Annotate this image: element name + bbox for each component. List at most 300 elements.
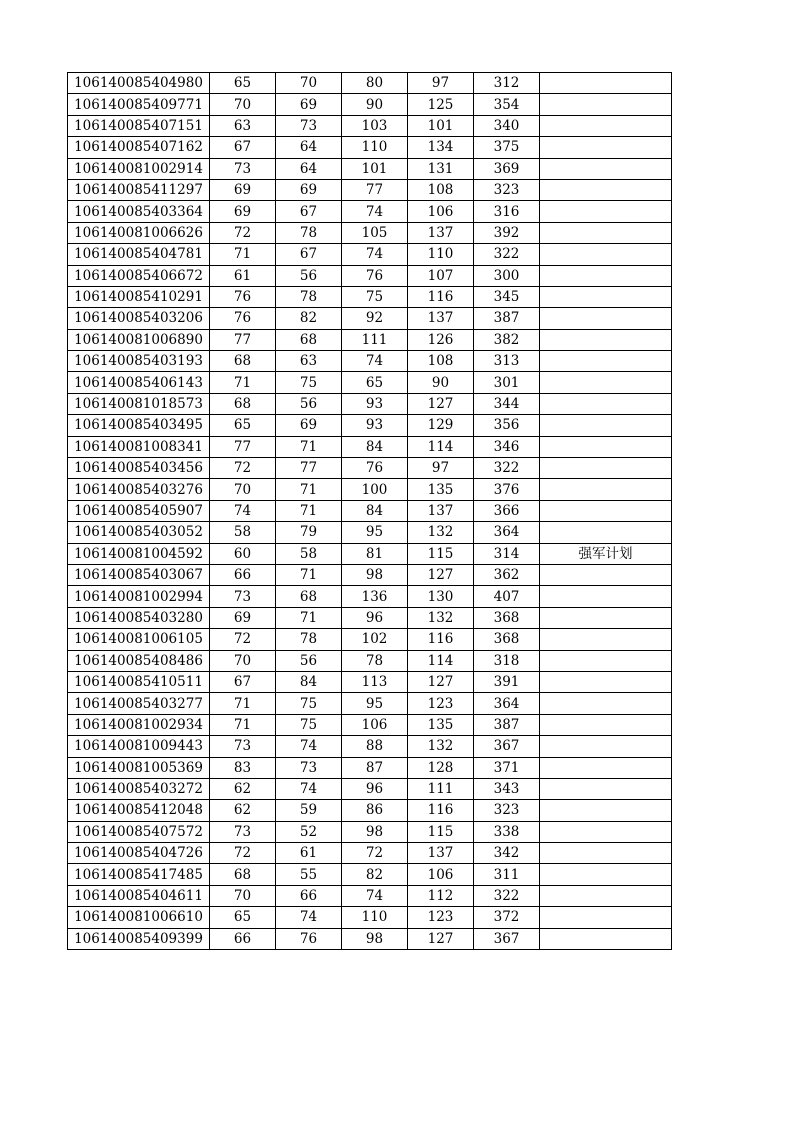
total-score-cell: 391: [474, 671, 540, 692]
table-row: [68, 222, 672, 243]
total-score-cell: 371: [474, 757, 540, 778]
score-4-cell: 137: [408, 308, 474, 329]
score-2-cell: 68: [276, 329, 342, 350]
score-2-cell: 73: [276, 115, 342, 136]
candidate-id-cell: 106140085403052: [68, 522, 210, 543]
score-3-cell: 84: [342, 500, 408, 521]
total-score-cell: 368: [474, 629, 540, 650]
candidate-id-cell: 106140085406143: [68, 372, 210, 393]
score-1-cell: 61: [210, 265, 276, 286]
score-4-cell: 112: [408, 885, 474, 906]
score-2-cell: 78: [276, 629, 342, 650]
score-2-cell: 82: [276, 308, 342, 329]
score-2-cell: 84: [276, 671, 342, 692]
score-2-cell: 74: [276, 907, 342, 928]
note-cell: [540, 607, 672, 628]
total-score-cell: 375: [474, 137, 540, 158]
total-score-cell: 382: [474, 329, 540, 350]
note-cell: [540, 201, 672, 222]
score-3-cell: 80: [342, 73, 408, 94]
note-cell: [540, 629, 672, 650]
score-1-cell: 83: [210, 757, 276, 778]
total-score-cell: 323: [474, 179, 540, 200]
candidate-id-cell: 106140081006610: [68, 907, 210, 928]
score-2-cell: 77: [276, 458, 342, 479]
total-score-cell: 322: [474, 244, 540, 265]
note-cell: [540, 115, 672, 136]
note-cell: [540, 372, 672, 393]
total-score-cell: 338: [474, 821, 540, 842]
candidate-id-cell: 106140081009443: [68, 736, 210, 757]
table-row: [68, 843, 672, 864]
table-row: [68, 308, 672, 329]
note-cell: [540, 500, 672, 521]
table-row: [68, 821, 672, 842]
table-row: [68, 244, 672, 265]
candidate-id-cell: 106140085407572: [68, 821, 210, 842]
candidate-id-cell: 106140081004592: [68, 543, 210, 564]
note-cell: [540, 393, 672, 414]
candidate-id-cell: 106140085410291: [68, 286, 210, 307]
score-table-body: [68, 73, 672, 950]
score-1-cell: 72: [210, 629, 276, 650]
score-1-cell: 72: [210, 843, 276, 864]
score-4-cell: 135: [408, 714, 474, 735]
candidate-id-cell: 106140085408486: [68, 650, 210, 671]
table-row: [68, 907, 672, 928]
table-row: [68, 137, 672, 158]
score-2-cell: 76: [276, 928, 342, 949]
score-1-cell: 69: [210, 179, 276, 200]
candidate-id-cell: 106140085409399: [68, 928, 210, 949]
note-cell: [540, 907, 672, 928]
score-4-cell: 116: [408, 286, 474, 307]
score-1-cell: 60: [210, 543, 276, 564]
score-3-cell: 90: [342, 94, 408, 115]
score-3-cell: 76: [342, 265, 408, 286]
table-row: [68, 115, 672, 136]
total-score-cell: 387: [474, 308, 540, 329]
total-score-cell: 323: [474, 800, 540, 821]
table-row: [68, 629, 672, 650]
score-3-cell: 98: [342, 928, 408, 949]
score-4-cell: 115: [408, 821, 474, 842]
candidate-id-cell: 106140085403206: [68, 308, 210, 329]
note-cell: [540, 244, 672, 265]
table-row: [68, 415, 672, 436]
note-cell: [540, 286, 672, 307]
total-score-cell: 369: [474, 158, 540, 179]
candidate-id-cell: 106140085412048: [68, 800, 210, 821]
score-4-cell: 137: [408, 500, 474, 521]
score-table: [67, 72, 672, 950]
score-4-cell: 126: [408, 329, 474, 350]
note-cell: [540, 821, 672, 842]
total-score-cell: 322: [474, 458, 540, 479]
score-2-cell: 64: [276, 158, 342, 179]
note-cell: [540, 351, 672, 372]
score-3-cell: 65: [342, 372, 408, 393]
candidate-id-cell: 106140085403067: [68, 564, 210, 585]
table-row: [68, 736, 672, 757]
score-4-cell: 107: [408, 265, 474, 286]
score-3-cell: 96: [342, 778, 408, 799]
note-cell: [540, 73, 672, 94]
score-4-cell: 132: [408, 522, 474, 543]
score-1-cell: 68: [210, 393, 276, 414]
score-4-cell: 125: [408, 94, 474, 115]
total-score-cell: 387: [474, 714, 540, 735]
score-3-cell: 106: [342, 714, 408, 735]
total-score-cell: 366: [474, 500, 540, 521]
score-2-cell: 75: [276, 693, 342, 714]
score-3-cell: 72: [342, 843, 408, 864]
score-4-cell: 116: [408, 800, 474, 821]
score-1-cell: 62: [210, 778, 276, 799]
candidate-id-cell: 106140085405907: [68, 500, 210, 521]
candidate-id-cell: 106140085404726: [68, 843, 210, 864]
score-2-cell: 73: [276, 757, 342, 778]
total-score-cell: 342: [474, 843, 540, 864]
note-cell: [540, 179, 672, 200]
candidate-id-cell: 106140081005369: [68, 757, 210, 778]
candidate-id-cell: 106140081008341: [68, 436, 210, 457]
score-4-cell: 131: [408, 158, 474, 179]
score-2-cell: 59: [276, 800, 342, 821]
score-2-cell: 71: [276, 436, 342, 457]
score-3-cell: 96: [342, 607, 408, 628]
table-row: [68, 436, 672, 457]
note-cell: [540, 458, 672, 479]
candidate-id-cell: 106140085417485: [68, 864, 210, 885]
score-3-cell: 98: [342, 821, 408, 842]
score-2-cell: 64: [276, 137, 342, 158]
note-cell: [540, 650, 672, 671]
total-score-cell: 318: [474, 650, 540, 671]
score-3-cell: 77: [342, 179, 408, 200]
note-cell: [540, 329, 672, 350]
score-2-cell: 69: [276, 179, 342, 200]
note-cell: [540, 158, 672, 179]
score-1-cell: 73: [210, 586, 276, 607]
total-score-cell: 367: [474, 928, 540, 949]
score-4-cell: 123: [408, 693, 474, 714]
note-cell: [540, 800, 672, 821]
score-2-cell: 56: [276, 265, 342, 286]
candidate-id-cell: 106140085407151: [68, 115, 210, 136]
score-1-cell: 69: [210, 201, 276, 222]
total-score-cell: 312: [474, 73, 540, 94]
score-1-cell: 65: [210, 415, 276, 436]
score-1-cell: 77: [210, 436, 276, 457]
score-4-cell: 130: [408, 586, 474, 607]
score-1-cell: 70: [210, 650, 276, 671]
score-1-cell: 73: [210, 158, 276, 179]
score-4-cell: 108: [408, 351, 474, 372]
score-2-cell: 55: [276, 864, 342, 885]
score-4-cell: 114: [408, 650, 474, 671]
total-score-cell: 340: [474, 115, 540, 136]
candidate-id-cell: 106140085403495: [68, 415, 210, 436]
candidate-id-cell: 106140081006105: [68, 629, 210, 650]
score-4-cell: 110: [408, 244, 474, 265]
score-4-cell: 127: [408, 393, 474, 414]
note-cell: [540, 522, 672, 543]
candidate-id-cell: 106140085403456: [68, 458, 210, 479]
score-1-cell: 71: [210, 693, 276, 714]
candidate-id-cell: 106140085407162: [68, 137, 210, 158]
total-score-cell: 311: [474, 864, 540, 885]
score-2-cell: 58: [276, 543, 342, 564]
score-4-cell: 97: [408, 458, 474, 479]
note-cell: [540, 137, 672, 158]
table-row: [68, 800, 672, 821]
score-1-cell: 68: [210, 864, 276, 885]
candidate-id-cell: 106140085409771: [68, 94, 210, 115]
score-1-cell: 73: [210, 821, 276, 842]
table-row: [68, 757, 672, 778]
score-3-cell: 98: [342, 564, 408, 585]
score-2-cell: 71: [276, 500, 342, 521]
score-3-cell: 110: [342, 907, 408, 928]
table-row: [68, 479, 672, 500]
score-4-cell: 135: [408, 479, 474, 500]
note-cell: [540, 778, 672, 799]
score-2-cell: 56: [276, 393, 342, 414]
score-1-cell: 71: [210, 244, 276, 265]
note-cell: [540, 436, 672, 457]
note-cell: [540, 757, 672, 778]
candidate-id-cell: 106140085406672: [68, 265, 210, 286]
score-1-cell: 72: [210, 222, 276, 243]
score-3-cell: 74: [342, 201, 408, 222]
score-1-cell: 63: [210, 115, 276, 136]
table-row: [68, 351, 672, 372]
score-2-cell: 78: [276, 286, 342, 307]
table-row: [68, 778, 672, 799]
score-2-cell: 75: [276, 372, 342, 393]
total-score-cell: 356: [474, 415, 540, 436]
table-row: [68, 864, 672, 885]
note-cell: [540, 586, 672, 607]
note-cell: [540, 308, 672, 329]
score-3-cell: 100: [342, 479, 408, 500]
score-1-cell: 73: [210, 736, 276, 757]
total-score-cell: 322: [474, 885, 540, 906]
score-3-cell: 111: [342, 329, 408, 350]
table-row: [68, 73, 672, 94]
candidate-id-cell: 106140085404781: [68, 244, 210, 265]
note-cell: [540, 714, 672, 735]
score-2-cell: 68: [276, 586, 342, 607]
score-3-cell: 82: [342, 864, 408, 885]
score-2-cell: 79: [276, 522, 342, 543]
note-cell: [540, 222, 672, 243]
table-row: [68, 94, 672, 115]
total-score-cell: 346: [474, 436, 540, 457]
total-score-cell: 354: [474, 94, 540, 115]
score-3-cell: 84: [342, 436, 408, 457]
score-2-cell: 67: [276, 244, 342, 265]
table-row: [68, 458, 672, 479]
table-row: [68, 693, 672, 714]
score-3-cell: 110: [342, 137, 408, 158]
score-3-cell: 136: [342, 586, 408, 607]
score-4-cell: 129: [408, 415, 474, 436]
score-1-cell: 76: [210, 308, 276, 329]
score-2-cell: 67: [276, 201, 342, 222]
candidate-id-cell: 106140081002934: [68, 714, 210, 735]
table-row: [68, 286, 672, 307]
score-2-cell: 63: [276, 351, 342, 372]
total-score-cell: 364: [474, 522, 540, 543]
score-4-cell: 97: [408, 73, 474, 94]
total-score-cell: 376: [474, 479, 540, 500]
score-1-cell: 62: [210, 800, 276, 821]
score-4-cell: 108: [408, 179, 474, 200]
score-3-cell: 101: [342, 158, 408, 179]
table-row: [68, 500, 672, 521]
score-4-cell: 127: [408, 671, 474, 692]
note-cell: [540, 265, 672, 286]
score-2-cell: 74: [276, 736, 342, 757]
score-3-cell: 74: [342, 885, 408, 906]
candidate-id-cell: 106140085404611: [68, 885, 210, 906]
score-3-cell: 75: [342, 286, 408, 307]
total-score-cell: 313: [474, 351, 540, 372]
score-1-cell: 67: [210, 137, 276, 158]
note-cell: [540, 885, 672, 906]
score-2-cell: 75: [276, 714, 342, 735]
score-3-cell: 95: [342, 522, 408, 543]
table-row: [68, 650, 672, 671]
table-row: [68, 265, 672, 286]
score-4-cell: 101: [408, 115, 474, 136]
score-4-cell: 134: [408, 137, 474, 158]
score-3-cell: 105: [342, 222, 408, 243]
score-4-cell: 137: [408, 843, 474, 864]
score-2-cell: 66: [276, 885, 342, 906]
table-row: [68, 158, 672, 179]
total-score-cell: 345: [474, 286, 540, 307]
score-2-cell: 52: [276, 821, 342, 842]
total-score-cell: 343: [474, 778, 540, 799]
candidate-id-cell: 106140081006890: [68, 329, 210, 350]
score-2-cell: 61: [276, 843, 342, 864]
score-2-cell: 69: [276, 94, 342, 115]
score-1-cell: 58: [210, 522, 276, 543]
note-cell: [540, 693, 672, 714]
table-row: [68, 586, 672, 607]
total-score-cell: 316: [474, 201, 540, 222]
score-4-cell: 127: [408, 928, 474, 949]
table-row: [68, 885, 672, 906]
candidate-id-cell: 106140085403272: [68, 778, 210, 799]
score-4-cell: 132: [408, 607, 474, 628]
total-score-cell: 362: [474, 564, 540, 585]
total-score-cell: 300: [474, 265, 540, 286]
score-1-cell: 76: [210, 286, 276, 307]
score-1-cell: 66: [210, 928, 276, 949]
table-row: [68, 607, 672, 628]
candidate-id-cell: 106140081018573: [68, 393, 210, 414]
total-score-cell: 407: [474, 586, 540, 607]
table-row: [68, 201, 672, 222]
score-3-cell: 74: [342, 244, 408, 265]
note-cell: [540, 94, 672, 115]
table-row: [68, 393, 672, 414]
score-4-cell: 132: [408, 736, 474, 757]
score-4-cell: 106: [408, 201, 474, 222]
score-1-cell: 65: [210, 907, 276, 928]
score-3-cell: 92: [342, 308, 408, 329]
score-2-cell: 71: [276, 564, 342, 585]
score-1-cell: 68: [210, 351, 276, 372]
candidate-id-cell: 106140085403280: [68, 607, 210, 628]
score-4-cell: 115: [408, 543, 474, 564]
score-4-cell: 123: [408, 907, 474, 928]
score-1-cell: 67: [210, 671, 276, 692]
candidate-id-cell: 106140081006626: [68, 222, 210, 243]
score-3-cell: 103: [342, 115, 408, 136]
candidate-id-cell: 106140085403364: [68, 201, 210, 222]
total-score-cell: 314: [474, 543, 540, 564]
score-3-cell: 88: [342, 736, 408, 757]
table-row: [68, 372, 672, 393]
note-cell: [540, 736, 672, 757]
note-cell: [540, 415, 672, 436]
score-3-cell: 95: [342, 693, 408, 714]
table-row: [68, 714, 672, 735]
candidate-id-cell: 106140085411297: [68, 179, 210, 200]
score-2-cell: 56: [276, 650, 342, 671]
score-3-cell: 81: [342, 543, 408, 564]
score-4-cell: 128: [408, 757, 474, 778]
score-2-cell: 70: [276, 73, 342, 94]
note-cell: [540, 564, 672, 585]
score-3-cell: 113: [342, 671, 408, 692]
score-3-cell: 93: [342, 415, 408, 436]
score-4-cell: 137: [408, 222, 474, 243]
score-1-cell: 72: [210, 458, 276, 479]
score-2-cell: 71: [276, 479, 342, 500]
score-4-cell: 111: [408, 778, 474, 799]
total-score-cell: 392: [474, 222, 540, 243]
table-row: [68, 928, 672, 949]
total-score-cell: 344: [474, 393, 540, 414]
note-cell: [540, 479, 672, 500]
table-row: [68, 564, 672, 585]
score-1-cell: 70: [210, 885, 276, 906]
score-1-cell: 70: [210, 479, 276, 500]
total-score-cell: 372: [474, 907, 540, 928]
note-cell: [540, 843, 672, 864]
note-cell: [540, 671, 672, 692]
score-1-cell: 77: [210, 329, 276, 350]
score-1-cell: 65: [210, 73, 276, 94]
score-3-cell: 78: [342, 650, 408, 671]
total-score-cell: 368: [474, 607, 540, 628]
candidate-id-cell: 106140085403276: [68, 479, 210, 500]
table-row: [68, 671, 672, 692]
score-1-cell: 66: [210, 564, 276, 585]
note-cell: [540, 928, 672, 949]
score-4-cell: 127: [408, 564, 474, 585]
score-3-cell: 74: [342, 351, 408, 372]
score-1-cell: 71: [210, 372, 276, 393]
candidate-id-cell: 106140081002994: [68, 586, 210, 607]
score-2-cell: 71: [276, 607, 342, 628]
